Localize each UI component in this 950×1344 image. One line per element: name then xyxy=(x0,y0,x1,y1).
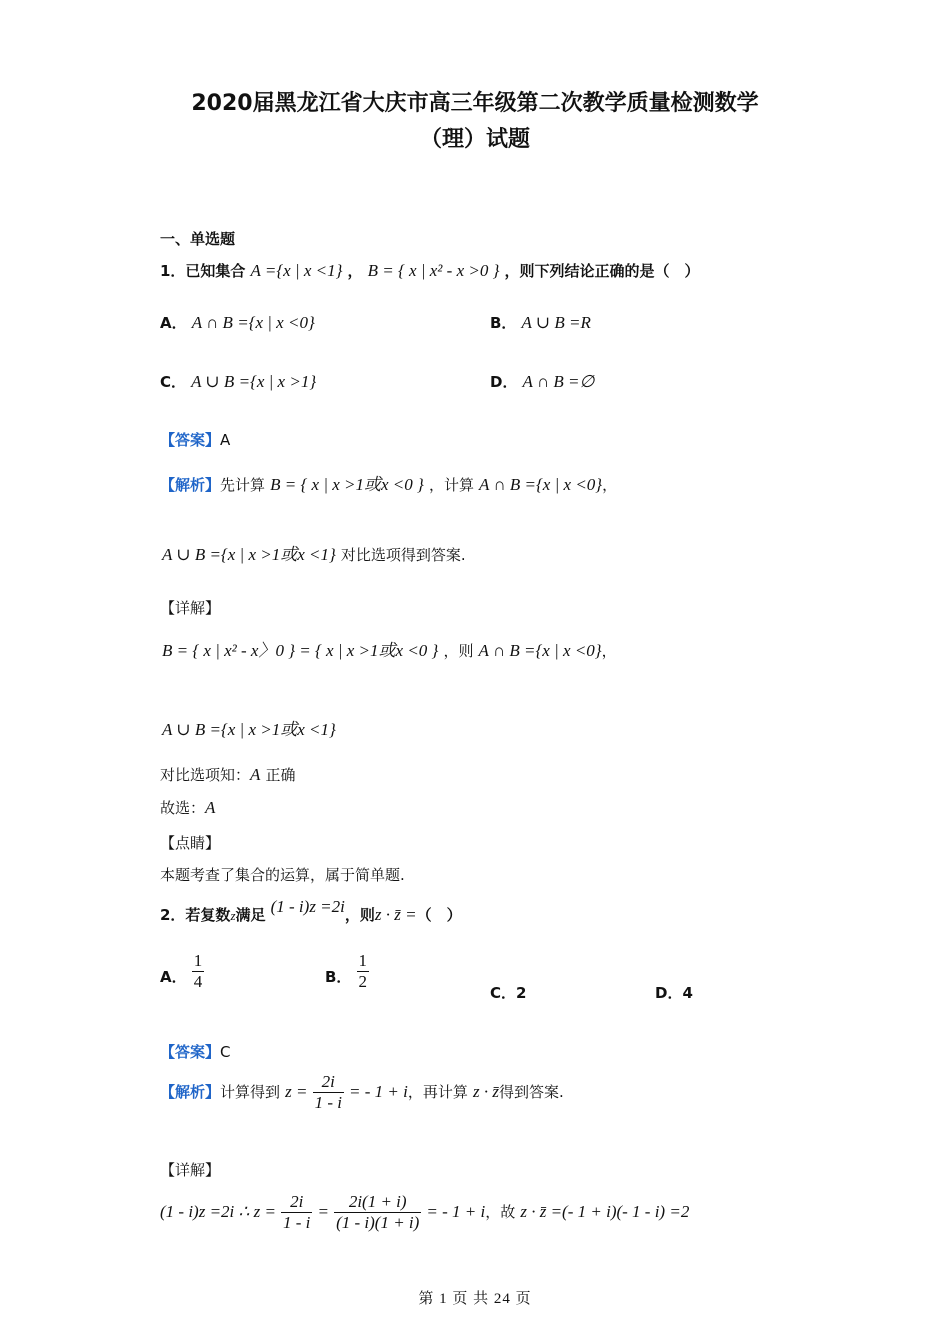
q2-option-d: D．4 xyxy=(655,984,693,1002)
page-title-line1: 2020届黑龙江省大庆市高三年级第二次教学质量检测数学 xyxy=(191,91,759,116)
q2-option-b-denominator: 2 xyxy=(358,972,368,991)
q2-stem xyxy=(160,897,462,925)
q2-option-a xyxy=(160,951,204,998)
q1-comment-text: 本题考查了集合的运算，属于简单题. xyxy=(160,866,405,884)
q2-detail-fraction1-denominator: 1 - i xyxy=(283,1213,311,1232)
section-heading: 一、单选题 xyxy=(160,230,236,248)
q2-option-b xyxy=(325,951,369,998)
q2-analysis-lhs: z = xyxy=(285,1082,308,1101)
q1-detail-math1: B = { x | x² - x〉0 } = { x | x >1或x <0 } xyxy=(162,641,439,660)
q1-option-b-label: B． xyxy=(490,314,517,332)
q1-answer-tag: 【答案】 xyxy=(160,431,221,449)
q1-option-a-label: A． xyxy=(160,314,187,332)
q2-detail-prod: z · z̄ =(- 1 + i)(- 1 - i) =2 xyxy=(520,1202,690,1221)
q1-detail-math2: A ∩ B ={x | x <0} xyxy=(478,641,602,660)
q1-option-c-text: A ∪ B ={x | x >1} xyxy=(191,372,317,391)
q1-compare-text: 对比选项知： xyxy=(160,766,251,784)
q2-detail-fraction2-denominator: (1 - i)(1 + i) xyxy=(336,1213,420,1232)
q2-detail-fraction1 xyxy=(281,1192,312,1233)
q2-option-a-fraction xyxy=(192,951,205,992)
q2-option-a-numerator: 1 xyxy=(193,951,203,970)
q2-option-b-numerator: 1 xyxy=(358,951,368,970)
q1-analysis-end: ， xyxy=(602,476,618,494)
q2-analysis-fraction xyxy=(313,1072,344,1113)
q1-option-c-label: C． xyxy=(160,373,187,391)
q1-detail-mid: ，则 xyxy=(443,642,474,660)
q2-detail-fraction1-numerator: 2i xyxy=(290,1192,304,1211)
q1-stem-post: ，则下列结论正确的是（ ） xyxy=(504,262,700,280)
q1-detail-line2: A ∪ B ={x | x >1或x <1} xyxy=(162,720,336,739)
q1-choose-text: 故选： xyxy=(160,799,206,817)
q1-analysis-tag: 【解析】 xyxy=(160,476,221,494)
q1-analysis-line2-math: A ∪ B ={x | x >1或x <1} xyxy=(162,545,336,564)
q1-analysis-line2 xyxy=(162,540,466,565)
q2-detail-line xyxy=(160,1192,689,1233)
q1-stem xyxy=(160,260,700,281)
q1-detail-end: ， xyxy=(601,642,617,660)
q1-choose-math: A xyxy=(205,798,216,817)
q2-stem-z: z xyxy=(230,908,236,923)
q2-detail-tag: 【详解】 xyxy=(160,1161,221,1179)
q1-set-b: B = { x | x² - x >0 } xyxy=(367,261,500,280)
q2-analysis-denominator: 1 - i xyxy=(314,1093,342,1112)
q2-detail-mid: ，故 xyxy=(485,1203,516,1221)
q1-choose xyxy=(160,797,215,818)
q2-stem-prod: z · z̄ = xyxy=(374,905,417,924)
q1-analysis-pre: 先计算 xyxy=(220,476,266,494)
q1-analysis-mid: ，计算 xyxy=(428,476,474,494)
q2-option-a-denominator: 4 xyxy=(193,972,203,991)
q1-option-b-text: A ∪ B =R xyxy=(521,313,591,332)
q2-stem-pre: 2．若复数 xyxy=(160,906,231,924)
q2-detail-rhs: = - 1 + i xyxy=(426,1202,486,1221)
q2-stem-eq: (1 - i)z =2i xyxy=(270,897,345,916)
q2-detail-lhs: (1 - i)z =2i ∴ z = xyxy=(160,1202,276,1221)
q2-analysis-end: 得到答案. xyxy=(498,1083,564,1101)
q1-option-d xyxy=(490,371,594,392)
q1-detail-tag: 【详解】 xyxy=(160,599,221,617)
q2-detail-eq: = xyxy=(317,1202,329,1221)
q1-analysis-math1: B = { x | x >1或x <0 } xyxy=(270,475,424,494)
q2-analysis-numerator: 2i xyxy=(321,1072,335,1091)
q1-option-d-label: D． xyxy=(490,373,518,391)
q2-answer-value: C xyxy=(220,1043,231,1061)
q2-analysis-rhs: = - 1 + i xyxy=(349,1082,408,1101)
q1-analysis-math2: A ∩ B ={x | x <0} xyxy=(479,475,603,494)
q2-analysis-pre: 计算得到 xyxy=(220,1083,281,1101)
q2-stem-then: ，则 xyxy=(344,906,375,924)
q1-analysis-line2-text: 对比选项得到答案. xyxy=(340,546,466,564)
q2-analysis xyxy=(160,1072,564,1113)
q1-detail-line1 xyxy=(162,636,617,661)
q1-option-a xyxy=(160,312,315,333)
q1-compare xyxy=(160,764,296,785)
page-footer: 第 1 页 共 24 页 xyxy=(418,1291,532,1307)
q1-analysis xyxy=(160,470,617,495)
q2-option-b-label: B． xyxy=(325,968,352,986)
q1-answer xyxy=(160,429,230,450)
q1-stem-pre: 1．已知集合 xyxy=(160,262,246,280)
q2-analysis-tag: 【解析】 xyxy=(160,1083,221,1101)
q2-stem-end: （ ） xyxy=(416,906,462,924)
q2-analysis-mid: ，再计算 xyxy=(407,1083,468,1101)
q1-option-d-text: A ∩ B =∅ xyxy=(522,372,595,391)
q2-stem-mid: 满足 xyxy=(235,906,266,924)
q1-compare-post: 正确 xyxy=(265,766,296,784)
q2-detail-fraction2 xyxy=(334,1192,421,1233)
q2-analysis-prod: z · z̄ xyxy=(472,1082,499,1101)
q1-comment-tag: 【点睛】 xyxy=(160,834,221,852)
q2-option-c: C．2 xyxy=(490,984,527,1002)
q2-detail-fraction2-numerator: 2i(1 + i) xyxy=(348,1192,407,1211)
q2-option-a-label: A． xyxy=(160,968,187,986)
q1-answer-value: A xyxy=(220,431,231,449)
q2-option-b-fraction xyxy=(357,951,370,992)
q2-answer xyxy=(160,1041,231,1062)
q1-compare-math: A xyxy=(250,765,261,784)
page-title-line2: （理）试题 xyxy=(419,127,530,152)
q1-option-b xyxy=(490,312,591,333)
q1-set-a: A ={x | x <1} xyxy=(250,261,343,280)
q2-answer-tag: 【答案】 xyxy=(160,1043,221,1061)
q1-option-c xyxy=(160,371,316,392)
q1-option-a-text: A ∩ B ={x | x <0} xyxy=(191,313,315,332)
q1-comma: ， xyxy=(347,262,363,280)
